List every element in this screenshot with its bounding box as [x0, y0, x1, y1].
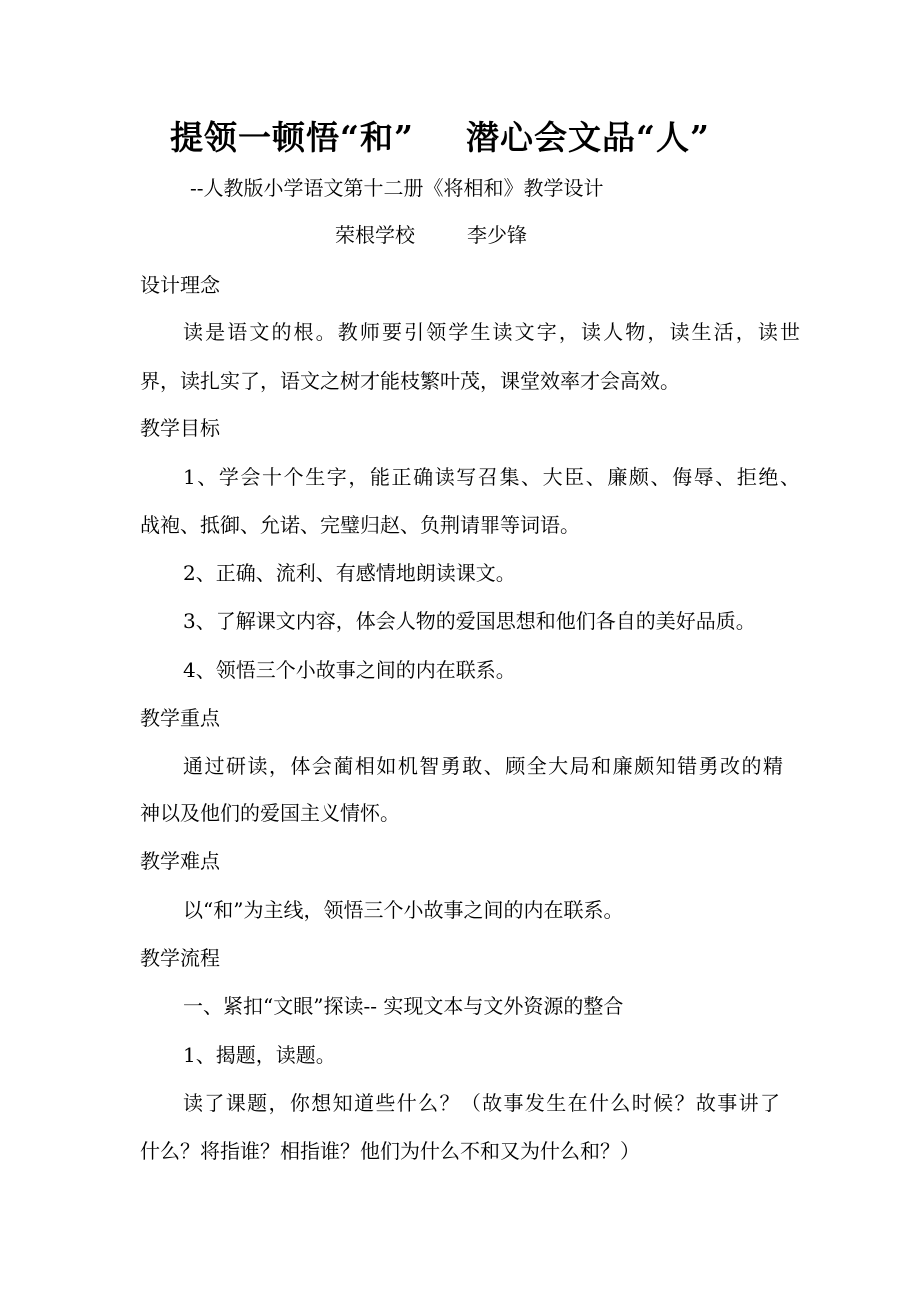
paragraph-line: 界，读扎实了，语文之树才能枝繁叶茂，课堂效率才会高效。: [140, 369, 680, 393]
section-heading-difficulties: 教学难点: [140, 849, 220, 873]
objective-item-1-cont: 战袍、抵御、允诺、完璧归赵、负荆请罪等词语。: [140, 513, 580, 537]
paragraph-line: 读是语文的根。教师要引领学生读文字，读人物，读生活，读世: [183, 320, 800, 344]
paragraph-line: 读了课题，你想知道些什么？（故事发生在什么时候？故事讲了: [183, 1091, 780, 1115]
paragraph-line: 什么？将指谁？相指谁？他们为什么不和又为什么和？）: [140, 1139, 640, 1163]
section-heading-process: 教学流程: [140, 946, 220, 970]
author-name: 李少锋: [467, 223, 527, 247]
page-title: [0, 112, 880, 159]
paragraph-line: 神以及他们的爱国主义情怀。: [140, 801, 400, 825]
section-heading-objectives: 教学目标: [140, 416, 220, 440]
subtitle: --人教版小学语文第十二册《将相和》教学设计: [190, 176, 604, 200]
paragraph-line: 以“和”为主线，领悟三个小故事之间的内在联系。: [183, 898, 624, 922]
objective-item-3: 3、了解课文内容，体会人物的爱国思想和他们各自的美好品质。: [183, 609, 756, 633]
process-step-1: 一、紧扣“文眼”探读-- 实现文本与文外资源的整合: [183, 994, 624, 1018]
section-heading-key-points: 教学重点: [140, 706, 220, 730]
objective-item-2: 2、正确、流利、有感情地朗读课文。: [183, 561, 516, 585]
process-sub-1: 1、揭题，读题。: [183, 1043, 336, 1067]
paragraph-line: 通过研读，体会蔺相如机智勇敢、顾全大局和廉颇知错勇改的精: [183, 754, 783, 778]
byline: [335, 219, 527, 248]
title-part-1: 提领一顿悟“和”: [170, 118, 414, 157]
title-part-2: 潜心会文品“人”: [466, 118, 710, 157]
school-name: 荣根学校: [335, 223, 415, 247]
objective-item-1: 1、学会十个生字，能正确读写召集、大臣、廉颇、侮辱、拒绝、: [183, 465, 800, 489]
section-heading-design-concept: 设计理念: [140, 273, 220, 297]
objective-item-4: 4、领悟三个小故事之间的内在联系。: [183, 658, 516, 682]
